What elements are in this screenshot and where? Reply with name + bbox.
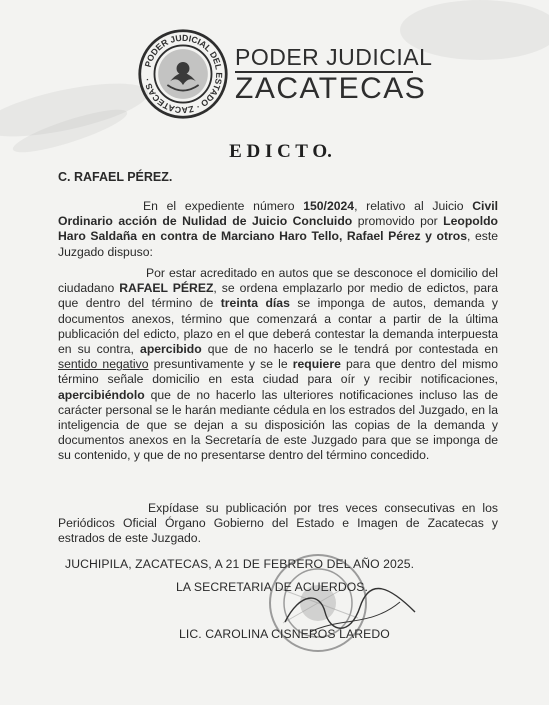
- p1-text: promovido por: [352, 214, 444, 229]
- term-days: treinta días: [220, 296, 290, 311]
- parties: Leopoldo Haro Saldaña en contra de Marciano Haro Tello, Rafael Pérez y otros: [58, 214, 498, 244]
- paragraph-2: [58, 266, 498, 464]
- svg-text:PODER JUDICIAL DEL ESTADO · ZA: PODER JUDICIAL DEL ESTADO · ZACATECAS ·: [142, 32, 225, 116]
- warning-term: apercibido: [140, 342, 202, 357]
- defendant-name: RAFAEL PÉREZ: [119, 281, 214, 296]
- p2-text: Por estar acreditado en autos que se desconoce el domicilio del ciudadano: [58, 266, 498, 296]
- negative-sense: sentido negativo: [58, 357, 149, 372]
- signatory-role: LA SECRETARIA DE ACUERDOS.: [176, 580, 369, 594]
- paragraph-3: [58, 501, 498, 547]
- paragraph-1: [58, 199, 498, 260]
- warning-term-2: apercibiéndolo: [58, 387, 145, 402]
- p1-text: , relativo al Juicio: [354, 199, 473, 213]
- poder-judicial-seal-logo: [137, 28, 229, 120]
- case-number: 150/2024: [303, 199, 355, 213]
- p1-text: En el expediente número: [143, 199, 304, 213]
- p2-text: que de no hacerlo las ulteriores notificaciones incluso las de carácter personal se le harán mediante cédula en los estrados del Juzgado, en la inteligencia de que se dejan a su disposición las copias de la demanda y documentos anexos en la Secretaría de este Juzgado para que se imponga de su contenido, y que de no presentarse dentro del término concedido.: [58, 387, 498, 463]
- p1-text: , este Juzgado dispuso:: [58, 229, 498, 259]
- p2-text: que de no hacerlo se le tendrá por contestada en: [201, 342, 498, 357]
- p2-text: se imponga de autos, demanda y documentos anexos, término que comenzará a contar a partir de la última publicación del edicto, plazo en el que deberá contestar la demanda interpuesta en su contra,: [58, 296, 498, 357]
- p3-text: Expídase su publicación por tres veces consecutivas en los Periódicos Oficial Órgano Gobierno del Estado e Imagen de Zacatecas y estrados de este Juzgado.: [58, 501, 498, 546]
- p2-text: , se ordena emplazarlo por medio de edictos, para que dentro del término de: [58, 281, 498, 311]
- place-and-date: JUCHIPILA, ZACATECAS, A 21 DE FEBRERO DEL AÑO 2025.: [65, 557, 415, 571]
- requirement-term: requiere: [292, 357, 341, 372]
- p2-text: para que dentro del mismo término señale domicilio en esta ciudad para oír y recibir notificaciones,: [58, 357, 498, 387]
- addressee: C. RAFAEL PÉREZ.: [58, 170, 173, 184]
- document-title: E D I C T O.: [229, 141, 332, 162]
- org-name-line2: ZACATECAS: [235, 72, 427, 105]
- org-name-line1: PODER JUDICIAL: [235, 44, 433, 70]
- p2-text: presuntivamente y se le: [148, 357, 293, 372]
- trial-type: Civil Ordinario acción de Nulidad de Juicio Concluido: [58, 199, 498, 229]
- signatory-name: LIC. CAROLINA CISNEROS LAREDO: [179, 627, 390, 641]
